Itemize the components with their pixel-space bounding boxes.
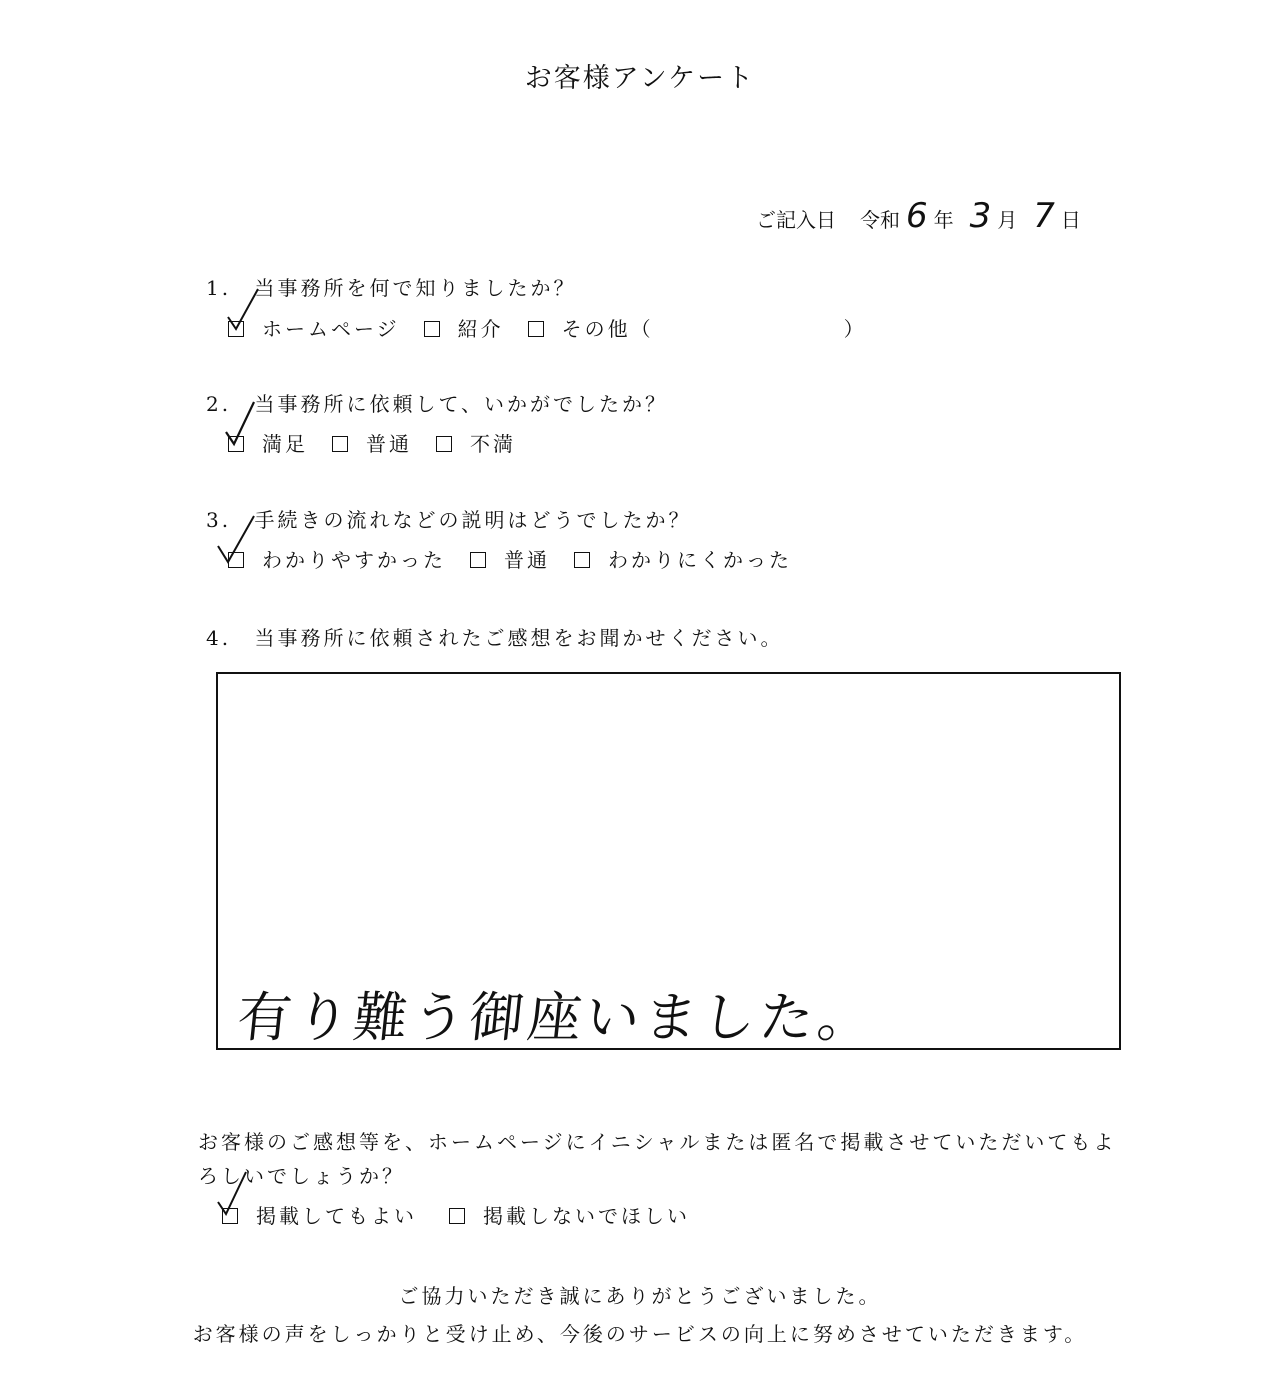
option-label: 普通 [504,548,550,572]
option-label: 掲載してもよい [256,1204,417,1228]
date-year: 6 [906,196,928,236]
checkmark-icon [224,285,264,335]
consent-question-line-1: お客様のご感想等を、ホームページにイニシャルまたは匿名で掲載させていただいてもよ [198,1130,1117,1154]
checkbox-other[interactable] [528,321,544,337]
checkbox-referral[interactable] [424,321,440,337]
date-era: 令和 [860,208,900,232]
question-text: 当事務所を何で知りましたか？ [254,276,577,300]
question-number: 2. [206,392,232,416]
question-2-options [228,428,516,457]
question-number: 4. [206,626,232,650]
question-text: 当事務所に依頼されたご感想をお聞かせください。 [254,626,784,650]
consent-question-line-2: ろしいでしょうか？ [198,1164,405,1188]
option-label: 不満 [470,432,516,456]
option-label: 紹介 [457,317,504,341]
question-4 [206,622,783,651]
date-line [756,196,1081,236]
question-text: 当事務所に依頼して、いかがでしたか？ [254,392,669,416]
checkbox-average[interactable] [332,436,348,452]
option-label: 満足 [262,432,308,456]
form-title: お客様アンケート [524,63,756,94]
question-1-options [228,313,867,342]
date-year-unit: 年 [933,208,954,232]
option-label: ホームページ [262,317,400,341]
question-2 [206,388,668,417]
question-text: 手続きの流れなどの説明はどうでしたか？ [254,508,692,532]
date-day: 7 [1033,196,1055,236]
checkmark-icon [214,1168,254,1220]
consent-options [222,1200,690,1229]
date-month: 3 [969,196,992,236]
closing-message: お客様の声をしっかりと受け止め、今後のサービスの向上に努めさせていただきます。 [192,1322,1088,1346]
option-label: わかりやすかった [262,548,446,572]
checkbox-hard[interactable] [574,552,590,568]
question-3 [206,504,691,533]
question-3-options [228,544,792,573]
option-label: 普通 [366,432,412,456]
checkmark-icon [214,510,260,568]
date-label: ご記入日 [756,208,836,232]
checkbox-dissatisfied[interactable] [436,436,452,452]
close-paren: ） [843,317,867,341]
option-label: 掲載しないでほしい [483,1204,690,1228]
question-number: 1. [206,276,232,300]
date-month-unit: 月 [997,208,1018,232]
checkbox-deny-publish[interactable] [449,1208,465,1224]
question-number: 3. [206,508,232,532]
date-day-unit: 日 [1060,208,1081,232]
handwritten-comment: 有り難う御座いました。 [234,986,879,1049]
closing-thanks: ご協力いただき誠にありがとうございました。 [398,1284,882,1308]
option-label: その他（ [561,317,654,341]
checkmark-icon [222,398,262,450]
checkbox-normal[interactable] [470,552,486,568]
option-label: わかりにくかった [608,548,792,572]
